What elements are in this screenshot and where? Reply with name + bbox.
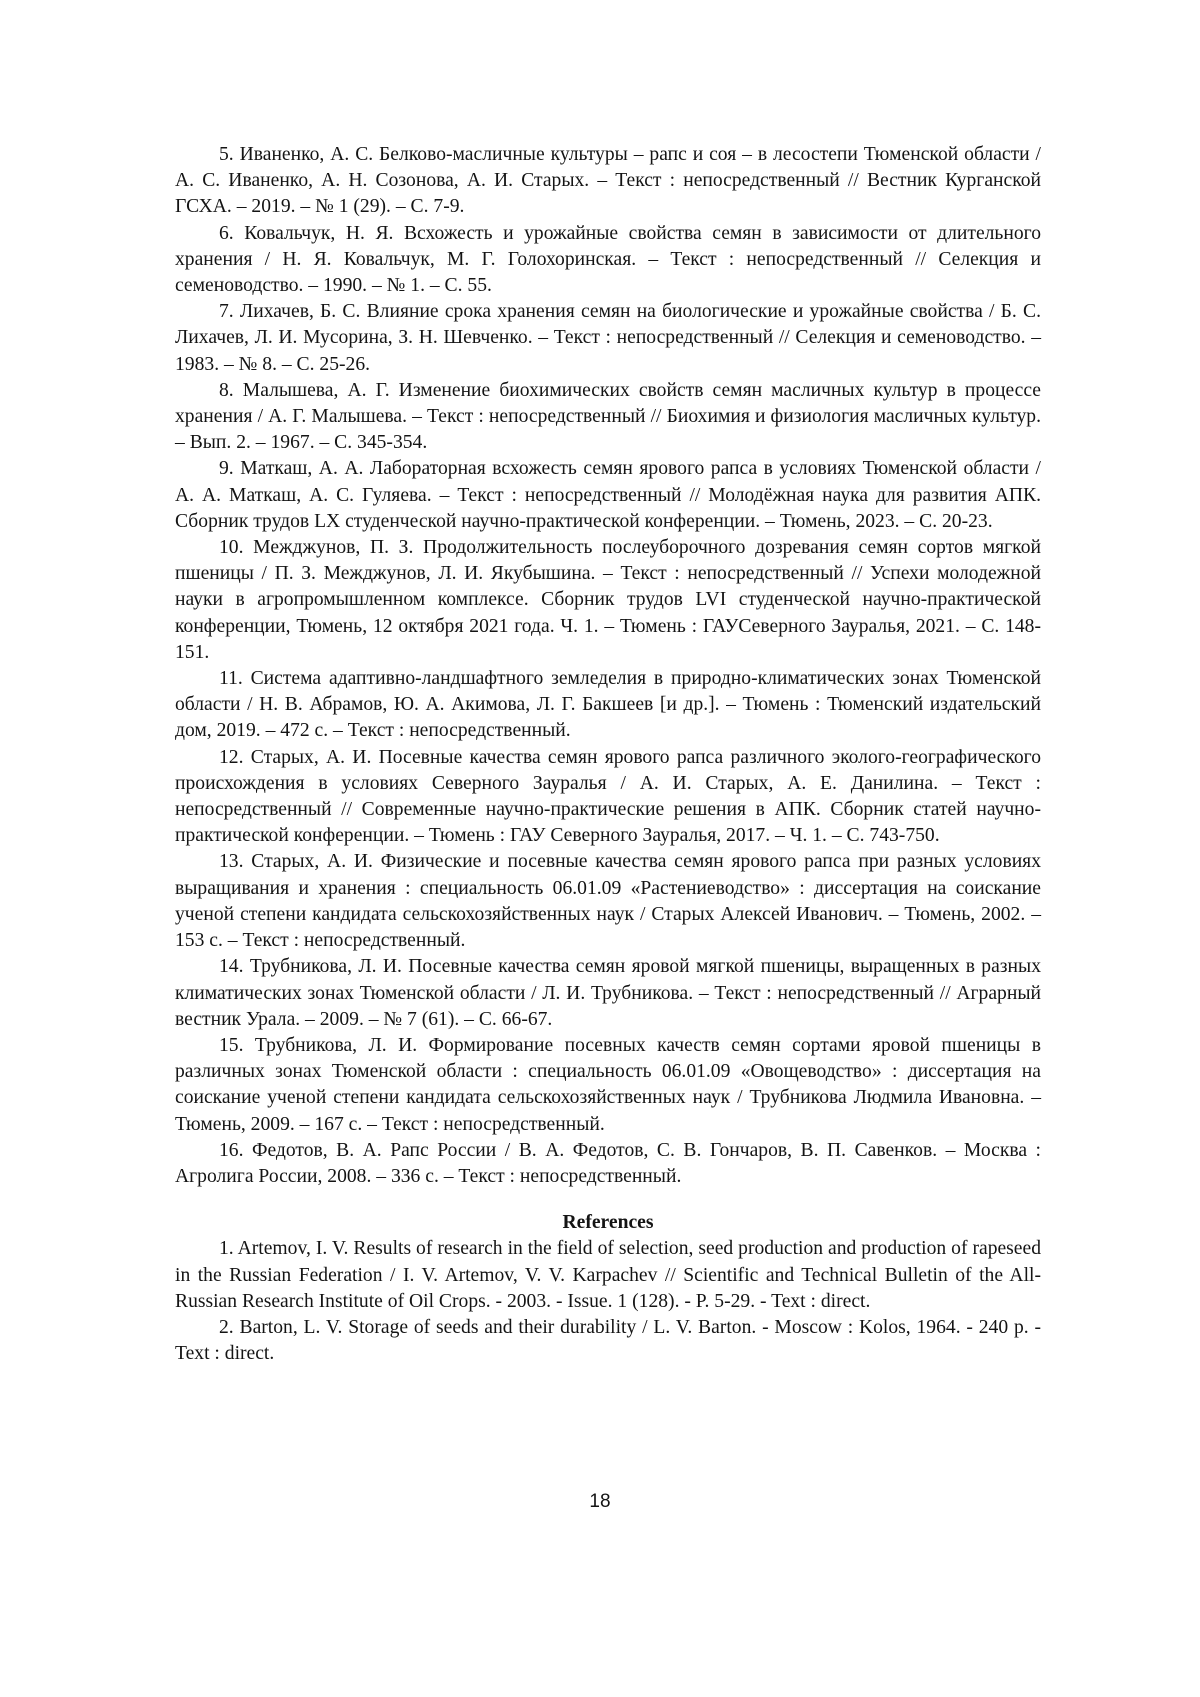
reference-item-5: 5. Иваненко, А. С. Белково-масличные культуры – рапс и соя – в лесостепи Тюменской области / А. С. Иваненко, А. Н. Созонова, А. И. Старых. – Текст : непосредственный // Вестник Курганской ГСХА. – 2019. – № 1 (29). – С. 7-9.	[175, 144, 1041, 218]
russian-reference-list	[175, 142, 1041, 1190]
english-reference-item-2: 2. Barton, L. V. Storage of seeds and their durability / L. V. Barton. - Moscow : Kolos, 1964. - 240 p. - Text : direct.	[175, 1316, 1041, 1365]
reference-item-10: 10. Межджунов, П. З. Продолжительность послеуборочного дозревания семян сортов мягкой пшеницы / П. З. Межджунов, Л. И. Якубышина. – Текст : непосредственный // Успехи молодежной науки в агропромышленном комплексе. Сборник трудов LVI студенческой научно-практической конференции, Тюмень, 12 октября 2021 года. Ч. 1. – Тюмень : ГАУСеверного Зауралья, 2021. – С. 148-151.	[175, 537, 1041, 663]
references-heading: References	[562, 1212, 654, 1234]
english-reference-item-1: 1. Artemov, I. V. Results of research in the field of selection, seed production and production of rapeseed in the Russian Federation / I. V. Artemov, V. V. Karpachev // Scientific and Technical Bulletin of the All-Russian Research Institute of Oil Crops. - 2003. - Issue. 1 (128). - P. 5-29. - Text : direct.	[175, 1238, 1041, 1312]
reference-item-15: 15. Трубникова, Л. И. Формирование посевных качеств семян сортами яровой пшеницы в различных зонах Тюменской области : специальность 06.01.09 «Овощеводство» : диссертация на соискание ученой степени кандидата сельскохозяйственных наук / Трубникова Людмила Ивановна. – Тюмень, 2009. – 167 с. – Текст : непосредственный.	[175, 1034, 1041, 1135]
reference-item-13: 13. Старых, А. И. Физические и посевные качества семян ярового рапса при разных условиях выращивания и хранения : специальность 06.01.09 «Растениеводство» : диссертация на соискание ученой степени кандидата сельскохозяйственных наук / Старых Алексей Иванович. – Тюмень, 2002. – 153 с. – Текст : непосредственный.	[175, 851, 1041, 952]
reference-item-12: 12. Старых, А. И. Посевные качества семян ярового рапса различного эколого-географического происхождения в условиях Северного Зауралья / А. И. Старых, А. Е. Данилина. – Текст : непосредственный // Современные научно-практические решения в АПК. Сборник статей научно-практической конференции. – Тюмень : ГАУ Северного Зауралья, 2017. – Ч. 1. – С. 743-750.	[175, 746, 1041, 847]
english-reference-list	[175, 1236, 1041, 1367]
reference-item-6: 6. Ковальчук, Н. Я. Всхожесть и урожайные свойства семян в зависимости от длительного хранения / Н. Я. Ковальчук, М. Г. Голохоринская. – Текст : непосредственный // Селекция и семеноводство. – 1990. – № 1. – С. 55.	[175, 222, 1041, 297]
page-number: 18	[589, 1491, 611, 1512]
reference-item-9: 9. Маткаш, А. А. Лабораторная всхожесть семян ярового рапса в условиях Тюменской области / А. А. Маткаш, А. С. Гуляева. – Текст : непосредственный // Молодёжная наука для развития АПК. Сборник трудов LX студенческой научно-практической конференции. – Тюмень, 2023. – С. 20-23.	[175, 458, 1041, 532]
reference-item-16: 16. Федотов, В. А. Рапс России / В. А. Федотов, С. В. Гончаров, В. П. Савенков. – Москва : Агролига России, 2008. – 336 с. – Текст : непосредственный.	[175, 1139, 1041, 1187]
reference-item-8: 8. Малышева, А. Г. Изменение биохимических свойств семян масличных культур в процессе хранения / А. Г. Малышева. – Текст : непосредственный // Биохимия и физиология масличных культур. – Вып. 2. – 1967. – С. 345-354.	[175, 379, 1041, 454]
reference-item-11: 11. Система адаптивно-ландшафтного земледелия в природно-климатических зонах Тюменской области / Н. В. Абрамов, Ю. А. Акимова, Л. Г. Бакшеев [и др.]. – Тюмень : Тюменский издательский дом, 2019. – 472 с. – Текст : непосредственный.	[175, 668, 1041, 742]
page-content	[175, 142, 1041, 1367]
reference-item-14: 14. Трубникова, Л. И. Посевные качества семян яровой мягкой пшеницы, выращенных в разных климатических зонах Тюменской области / Л. И. Трубникова. – Текст : непосредственный // Аграрный вестник Урала. – 2009. – № 7 (61). – С. 66-67.	[175, 956, 1041, 1030]
reference-item-7: 7. Лихачев, Б. С. Влияние срока хранения семян на биологические и урожайные свойства / Б. С. Лихачев, Л. И. Мусорина, З. Н. Шевченко. – Текст : непосредственный // Селекция и семеноводство. – 1983. – № 8. – С. 25-26.	[175, 301, 1041, 375]
